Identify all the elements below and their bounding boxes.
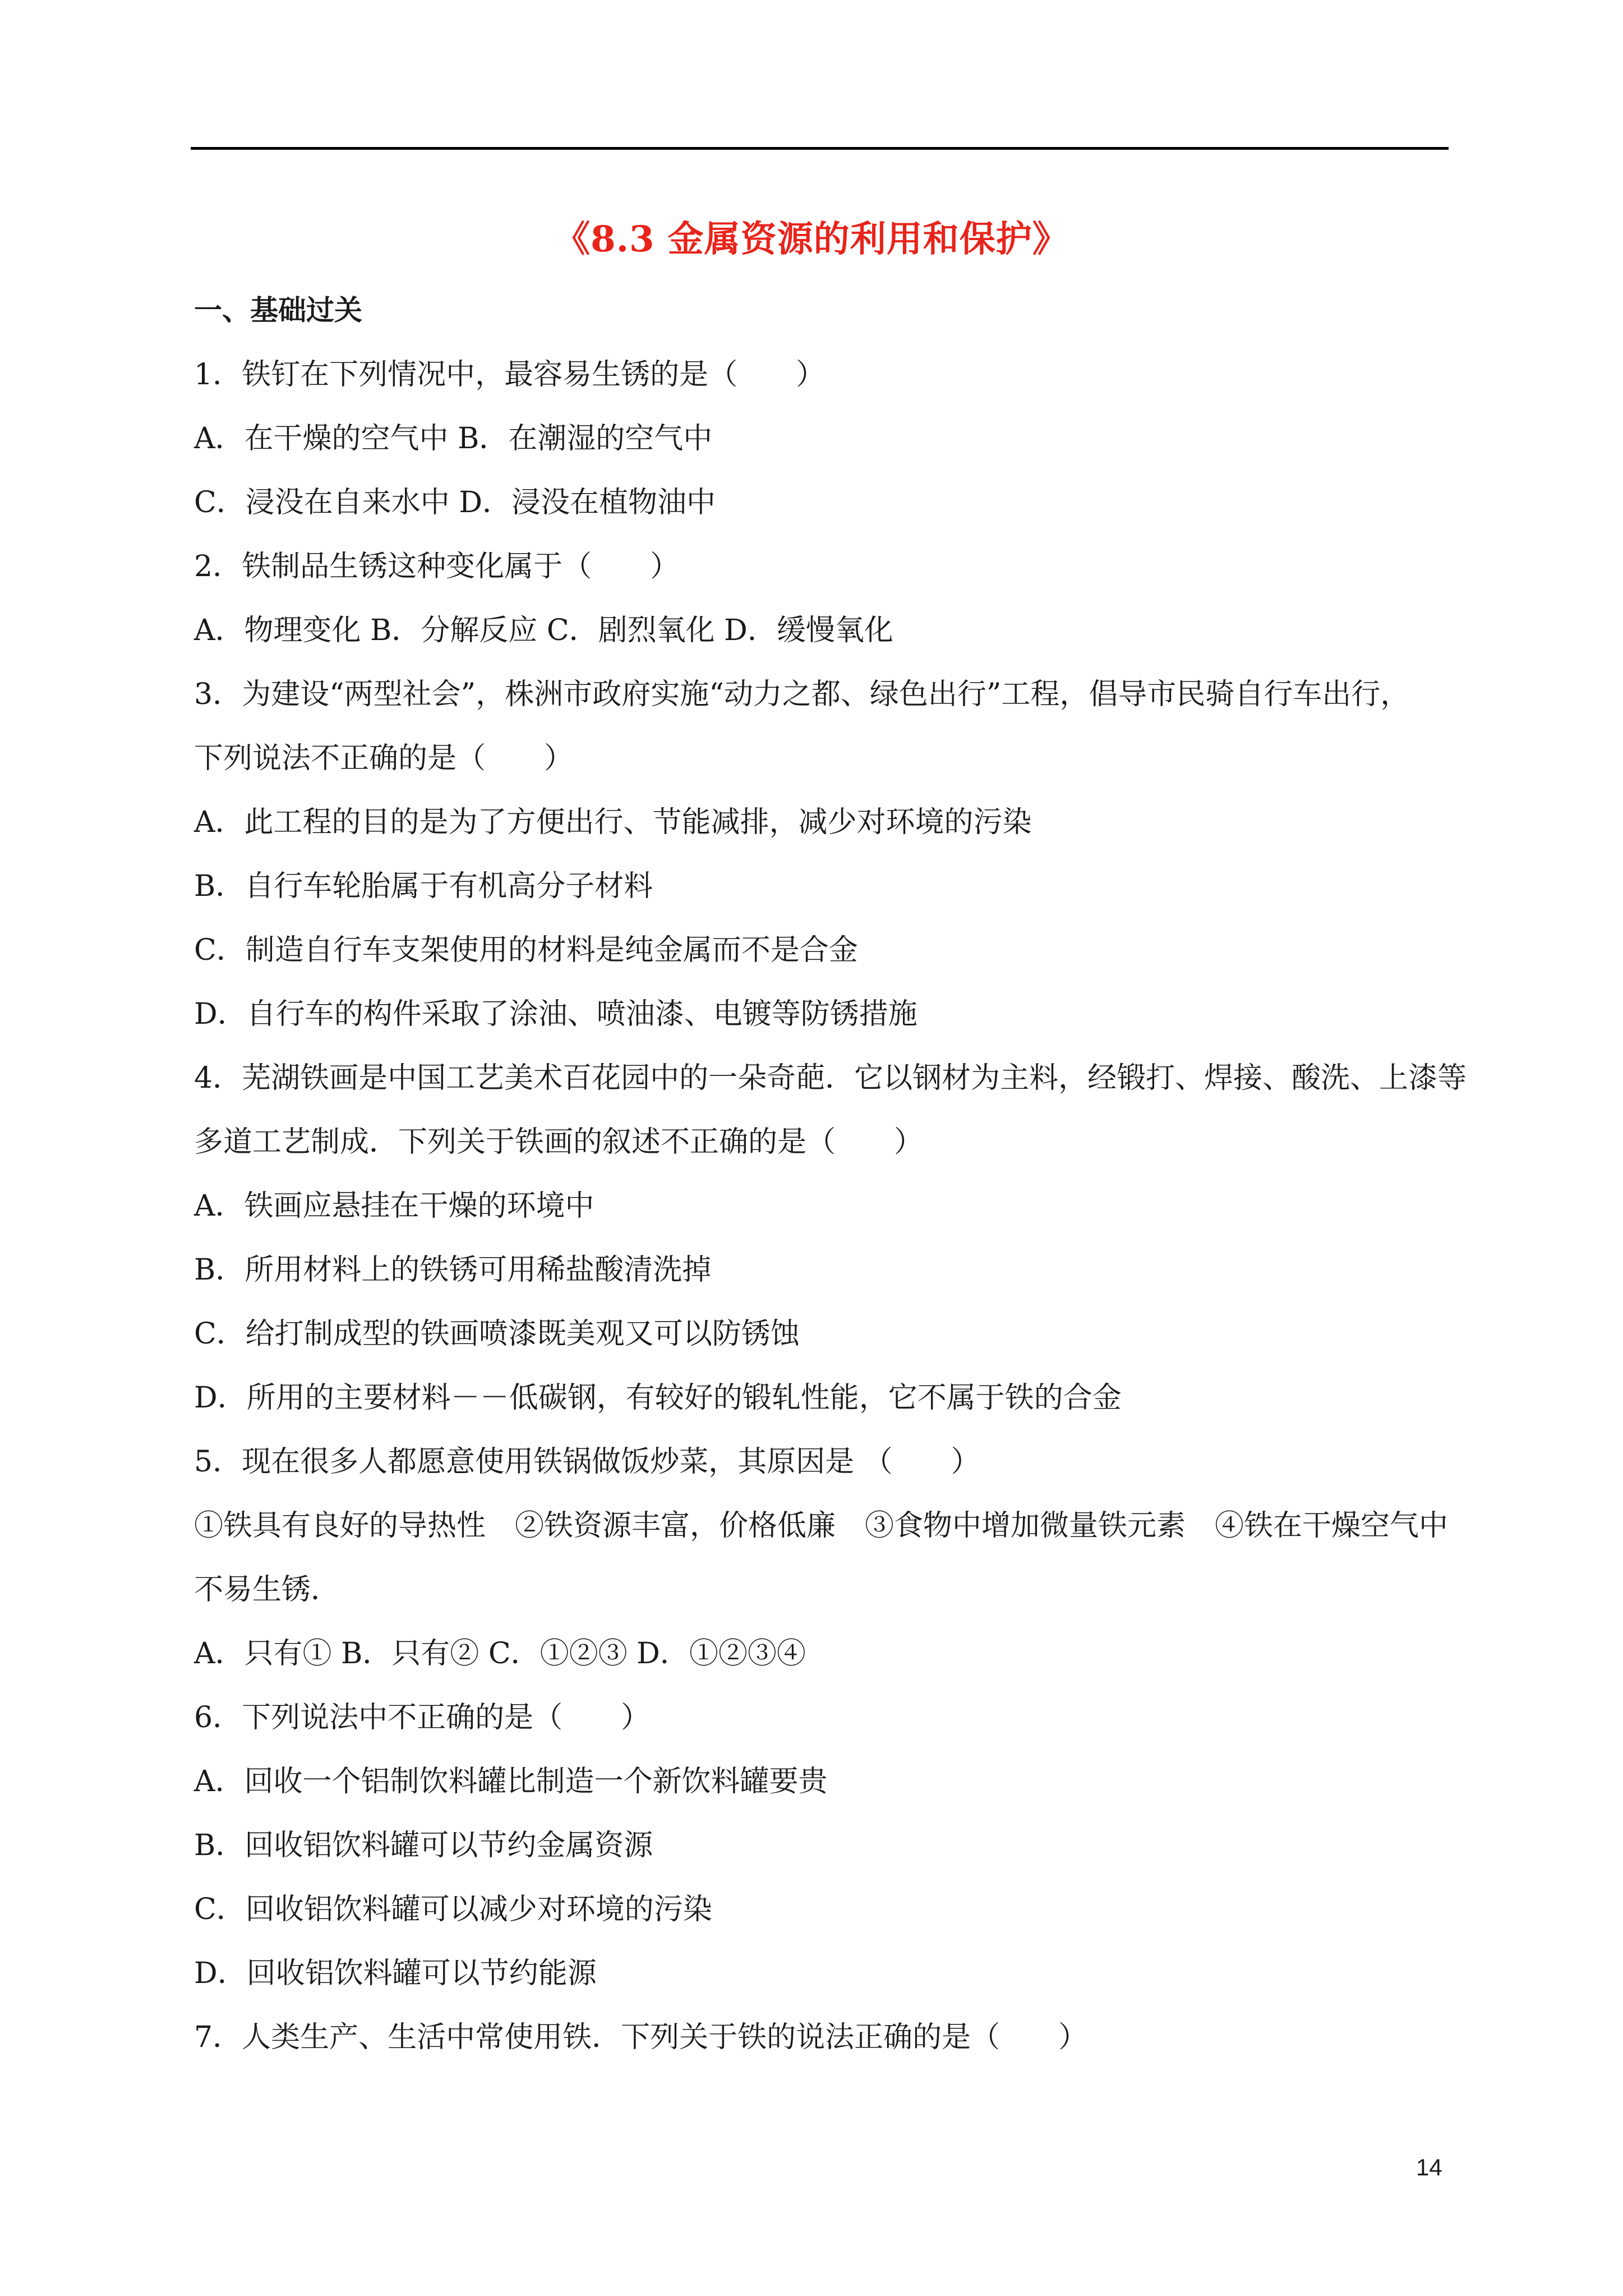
question-line: 多道工艺制成．下列关于铁画的叙述不正确的是（ ）	[194, 1125, 924, 1159]
header-rule	[191, 147, 1449, 150]
option-line: B．自行车轮胎属于有机高分子材料	[194, 869, 653, 903]
option-line: A．物理变化 B．分解反应 C．剧烈氧化 D．缓慢氧化	[194, 614, 893, 647]
option-line: C．制造自行车支架使用的材料是纯金属而不是合金	[194, 933, 858, 967]
option-line: A．在干燥的空气中 B．在潮湿的空气中	[194, 422, 713, 455]
option-line: B．所用材料上的铁锈可用稀盐酸清洗掉	[194, 1253, 712, 1287]
question-line: 2．铁制品生锈这种变化属于（ ）	[194, 550, 680, 583]
option-line: B．回收铝饮料罐可以节约金属资源	[194, 1829, 653, 1862]
question-line: 5．现在很多人都愿意使用铁锅做饭炒菜，其原因是 （ ）	[194, 1445, 980, 1479]
question-line: 7．人类生产、生活中常使用铁．下列关于铁的说法正确的是（ ）	[194, 2021, 1088, 2054]
option-line: D．所用的主要材料－－低碳钢，有较好的锻轧性能，它不属于铁的合金	[194, 1381, 1122, 1415]
question-line: 不易生锈．	[194, 1573, 340, 1607]
page-number: 14	[1416, 2154, 1442, 2180]
option-line: C．回收铝饮料罐可以减少对环境的污染	[194, 1893, 712, 1926]
option-line: D．自行车的构件采取了涂油、喷油漆、电镀等防锈措施	[194, 997, 917, 1031]
option-line: A．回收一个铝制饮料罐比制造一个新饮料罐要贵	[194, 1765, 828, 1798]
question-line: 1．铁钉在下列情况中，最容易生锈的是（ ）	[194, 358, 826, 392]
question-line: 下列说法不正确的是（ ）	[194, 742, 574, 775]
option-line: A．只有① B．只有② C．①②③ D．①②③④	[194, 1637, 806, 1671]
option-line: C．给打制成型的铁画喷漆既美观又可以防锈蚀	[194, 1317, 800, 1351]
option-line: C．浸没在自来水中 D．浸没在植物油中	[194, 486, 716, 519]
option-line: A．此工程的目的是为了方便出行、节能减排，减少对环境的污染	[194, 806, 1032, 839]
option-line: D．回收铝饮料罐可以节约能源	[194, 1957, 597, 1990]
page-title: 《8.3 金属资源的利用和保护》	[554, 218, 1069, 260]
question-line: ①铁具有良好的导热性 ②铁资源丰富，价格低廉 ③食物中增加微量铁元素 ④铁在干燥空气中	[194, 1509, 1449, 1543]
question-line: 3．为建设“两型社会”，株洲市政府实施“动力之都、绿色出行”工程，倡导市民骑自行车出行，	[194, 678, 1410, 711]
question-line: 4．芜湖铁画是中国工艺美术百花园中的一朵奇葩．它以钢材为主料，经锻打、焊接、酸洗、上漆等	[194, 1061, 1467, 1095]
option-line: A．铁画应悬挂在干燥的环境中	[194, 1189, 594, 1223]
section-heading: 一、基础过关	[194, 294, 362, 326]
question-line: 6．下列说法中不正确的是（ ）	[194, 1701, 651, 1734]
